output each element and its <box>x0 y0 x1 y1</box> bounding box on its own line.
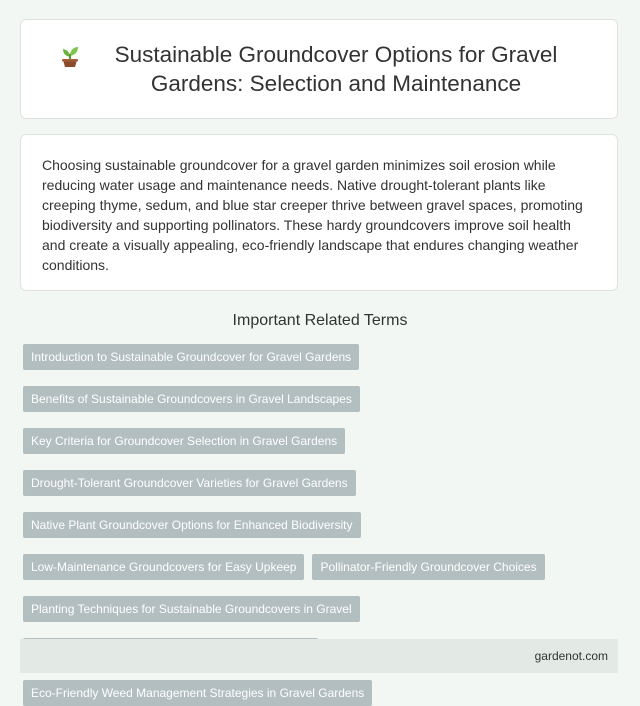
title-wrap <box>59 40 579 98</box>
term-tag[interactable]: Introduction to Sustainable Groundcover for Gravel Gardens <box>23 344 359 370</box>
term-tag[interactable]: Pollinator-Friendly Groundcover Choices <box>312 554 544 580</box>
related-terms-heading: Important Related Terms <box>232 312 408 329</box>
term-tag[interactable]: Benefits of Sustainable Groundcovers in Gravel Landscapes <box>23 386 360 412</box>
footer <box>20 639 618 673</box>
term-tag[interactable]: Planting Techniques for Sustainable Groundcovers in Gravel <box>23 596 360 622</box>
term-tag[interactable]: Low-Maintenance Groundcovers for Easy Upkeep <box>23 554 304 580</box>
term-tag[interactable]: Key Criteria for Groundcover Selection in Gravel Gardens <box>23 428 345 454</box>
footer-site-link[interactable]: gardenot.com <box>534 649 608 663</box>
sprout-icon <box>59 44 81 68</box>
term-tag[interactable]: Eco-Friendly Weed Management Strategies in Gravel Gardens <box>23 680 372 706</box>
term-tag[interactable]: Native Plant Groundcover Options for Enhanced Biodiversity <box>23 512 361 538</box>
intro-paragraph: Choosing sustainable groundcover for a gravel garden minimizes soil erosion while reducing water usage and maintenance needs. Native drought-tolerant plants like creeping thyme, sedum, and blue star creeper thrive between gravel spaces, promoting biodiversity and supporting pollinators. These hardy groundcovers improve soil health and create a visually appealing, eco-friendly landscape that endures changing weather conditions. <box>42 157 583 273</box>
title-card <box>20 19 618 119</box>
page-title: Sustainable Groundcover Options for Gravel Gardens: Selection and Maintenance <box>114 42 558 96</box>
term-tag[interactable]: Drought-Tolerant Groundcover Varieties for Gravel Gardens <box>23 470 356 496</box>
intro-card <box>20 134 618 291</box>
